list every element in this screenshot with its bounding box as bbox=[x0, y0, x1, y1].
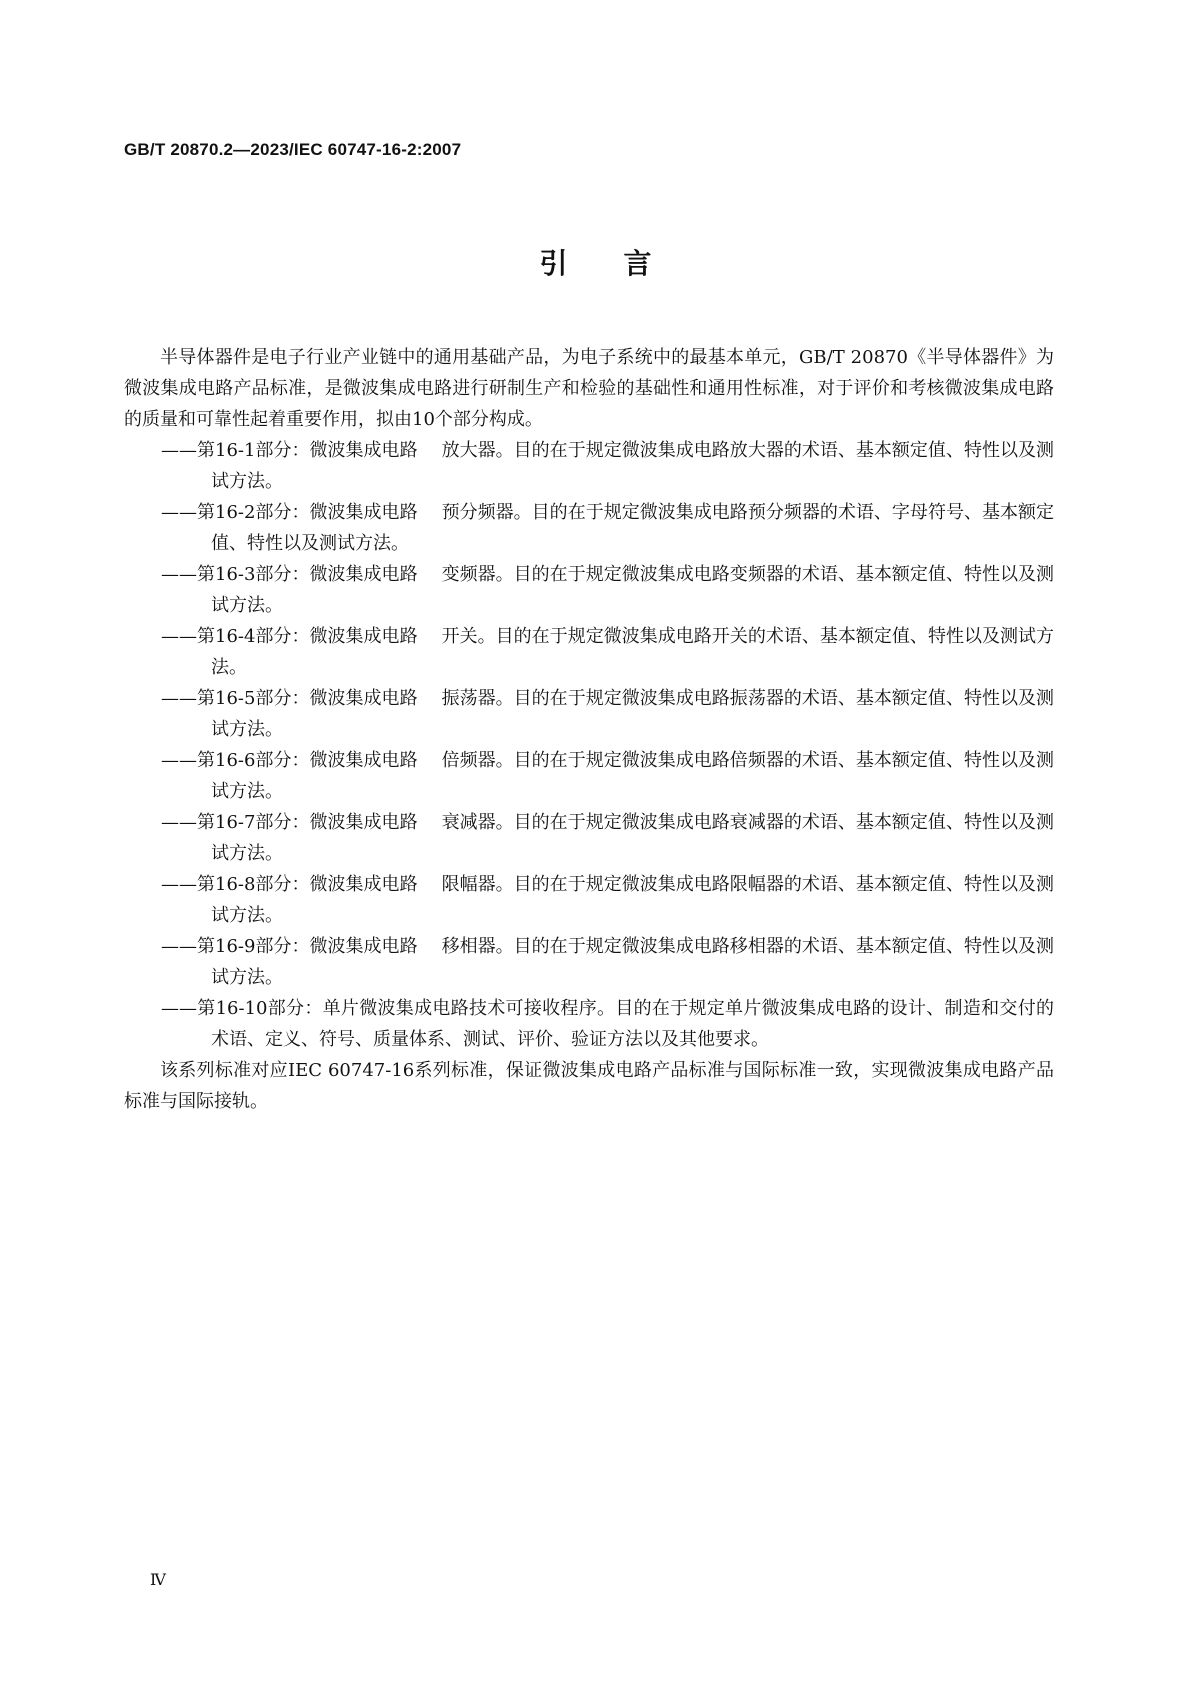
part-label: 第16-6部分：微波集成电路 bbox=[197, 750, 418, 771]
part-description: 目的在于规定微波集成电路移相器的术语、基本额定值、特性以及测试方法。 bbox=[211, 936, 1055, 988]
intro-paragraph: 半导体器件是电子行业产业链中的通用基础产品，为电子系统中的最基本单元，GB/T 20870《半导体器件》为微波集成电路产品标准，是微波集成电路进行研制生产和检验的基础性和通用性标准，对于评价和考核微波集成电路的质量和可靠性起着重要作用，拟由10个部分构成。 bbox=[124, 347, 1054, 430]
part-name: 衰减器。 bbox=[441, 812, 514, 833]
list-dash: —— bbox=[161, 998, 197, 1019]
part-name: 振荡器。 bbox=[441, 688, 514, 709]
standard-code-header: GB/T 20870.2—2023/IEC 60747-16-2:2007 bbox=[124, 140, 462, 159]
part-item bbox=[124, 621, 1054, 683]
part-label: 第16-4部分：微波集成电路 bbox=[197, 626, 418, 647]
part-description: 目的在于规定微波集成电路变频器的术语、基本额定值、特性以及测试方法。 bbox=[211, 564, 1055, 616]
part-label: 第16-8部分：微波集成电路 bbox=[197, 874, 418, 895]
closing-paragraph: 该系列标准对应IEC 60747-16系列标准，保证微波集成电路产品标准与国际标准一致，实现微波集成电路产品标准与国际接轨。 bbox=[124, 1060, 1054, 1112]
part-item bbox=[124, 869, 1054, 931]
part-description: 目的在于规定微波集成电路放大器的术语、基本额定值、特性以及测试方法。 bbox=[211, 440, 1055, 492]
part-description: 目的在于规定微波集成电路开关的术语、基本额定值、特性以及测试方法。 bbox=[211, 626, 1055, 678]
part-item bbox=[124, 807, 1054, 869]
part-name: 放大器。 bbox=[441, 440, 514, 461]
list-dash: —— bbox=[161, 874, 197, 895]
part-label: 第16-7部分：微波集成电路 bbox=[197, 812, 418, 833]
page-number: Ⅳ bbox=[150, 1570, 166, 1589]
list-dash: —— bbox=[161, 626, 197, 647]
part-name: 变频器。 bbox=[441, 564, 514, 585]
part-label: 第16-9部分：微波集成电路 bbox=[197, 936, 418, 957]
list-dash: —— bbox=[161, 688, 197, 709]
part-description: 目的在于规定微波集成电路衰减器的术语、基本额定值、特性以及测试方法。 bbox=[211, 812, 1055, 864]
part-description: 目的在于规定微波集成电路预分频器的术语、字母符号、基本额定值、特性以及测试方法。 bbox=[211, 502, 1055, 554]
part-label: 第16-1部分：微波集成电路 bbox=[197, 440, 418, 461]
part-label: 第16-5部分：微波集成电路 bbox=[197, 688, 418, 709]
part-label: 第16-10部分：单片微波集成电路技术可接收程序。 bbox=[197, 998, 616, 1019]
list-dash: —— bbox=[161, 564, 197, 585]
list-dash: —— bbox=[161, 440, 197, 461]
part-item bbox=[124, 993, 1054, 1055]
list-dash: —— bbox=[161, 502, 197, 523]
part-item bbox=[124, 745, 1054, 807]
list-dash: —— bbox=[161, 750, 197, 771]
part-item bbox=[124, 931, 1054, 993]
part-name: 预分频器。 bbox=[441, 502, 532, 523]
document-body bbox=[124, 342, 1054, 1117]
part-name: 开关。 bbox=[441, 626, 496, 647]
part-name: 限幅器。 bbox=[441, 874, 514, 895]
list-dash: —— bbox=[161, 812, 197, 833]
part-label: 第16-2部分：微波集成电路 bbox=[197, 502, 418, 523]
part-name: 移相器。 bbox=[441, 936, 514, 957]
part-name: 倍频器。 bbox=[441, 750, 514, 771]
list-dash: —— bbox=[161, 936, 197, 957]
page-title: 引言 bbox=[539, 247, 708, 280]
part-item bbox=[124, 683, 1054, 745]
part-description: 目的在于规定微波集成电路振荡器的术语、基本额定值、特性以及测试方法。 bbox=[211, 688, 1055, 740]
part-description: 目的在于规定单片微波集成电路的设计、制造和交付的术语、定义、符号、质量体系、测试、评价、验证方法以及其他要求。 bbox=[211, 998, 1055, 1050]
part-item bbox=[124, 559, 1054, 621]
part-description: 目的在于规定微波集成电路限幅器的术语、基本额定值、特性以及测试方法。 bbox=[211, 874, 1055, 926]
part-item bbox=[124, 497, 1054, 559]
part-description: 目的在于规定微波集成电路倍频器的术语、基本额定值、特性以及测试方法。 bbox=[211, 750, 1055, 802]
part-item bbox=[124, 435, 1054, 497]
part-label: 第16-3部分：微波集成电路 bbox=[197, 564, 418, 585]
